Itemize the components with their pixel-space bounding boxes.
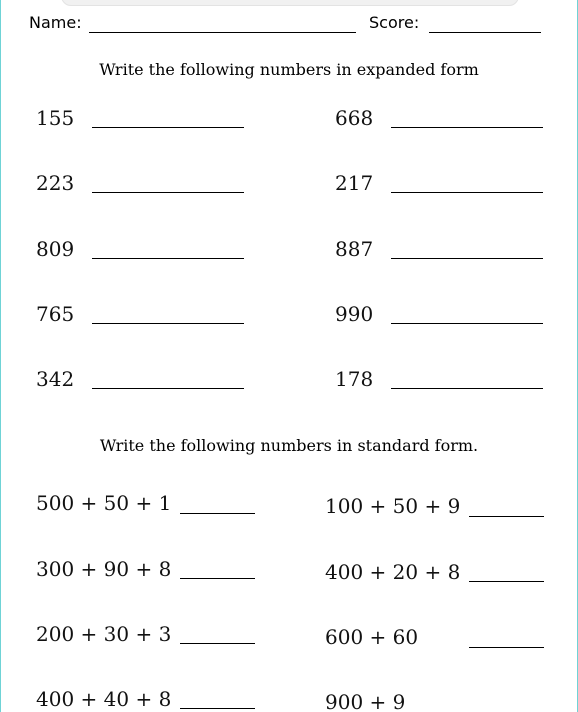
expanded-item-number: 342: [36, 367, 75, 391]
name-label: Name:: [29, 13, 82, 32]
standard-answer-blank[interactable]: [469, 516, 544, 517]
expanded-answer-blank[interactable]: [391, 388, 543, 389]
expanded-answer-blank[interactable]: [92, 192, 244, 193]
standard-answer-blank[interactable]: [469, 647, 544, 648]
expanded-item-number: 668: [335, 106, 374, 130]
expanded-item-number: 223: [36, 171, 75, 195]
score-label: Score:: [369, 13, 420, 32]
standard-answer-blank[interactable]: [180, 578, 255, 579]
expanded-item-number: 887: [335, 237, 374, 261]
expanded-answer-blank[interactable]: [92, 323, 244, 324]
standard-answer-blank[interactable]: [180, 708, 255, 709]
name-field[interactable]: [89, 32, 356, 33]
expanded-item-number: 217: [335, 171, 374, 195]
standard-item-expression: 900 + 9: [325, 690, 406, 712]
expanded-answer-blank[interactable]: [92, 258, 244, 259]
expanded-answer-blank[interactable]: [92, 388, 244, 389]
score-field[interactable]: [429, 32, 541, 33]
expanded-answer-blank[interactable]: [92, 127, 244, 128]
expanded-answer-blank[interactable]: [391, 323, 543, 324]
expanded-item-number: 765: [36, 302, 75, 326]
expanded-item-number: 809: [36, 237, 75, 261]
expanded-item-number: 155: [36, 106, 75, 130]
expanded-answer-blank[interactable]: [391, 192, 543, 193]
standard-item-expression: 400 + 20 + 8: [325, 560, 461, 584]
expanded-answer-blank[interactable]: [391, 127, 543, 128]
standard-item-expression: 200 + 30 + 3: [36, 622, 172, 646]
standard-item-expression: 600 + 60: [325, 625, 419, 649]
expanded-item-number: 990: [335, 302, 374, 326]
standard-answer-blank[interactable]: [469, 581, 544, 582]
standard-answer-blank[interactable]: [180, 643, 255, 644]
standard-item-expression: 400 + 40 + 8: [36, 687, 172, 711]
top-tab-decoration: [61, 0, 519, 6]
expanded-answer-blank[interactable]: [391, 258, 543, 259]
standard-item-expression: 300 + 90 + 8: [36, 557, 172, 581]
instruction-standard-form: Write the following numbers in standard form.: [99, 436, 479, 455]
expanded-item-number: 178: [335, 367, 374, 391]
standard-item-expression: 100 + 50 + 9: [325, 494, 461, 518]
standard-answer-blank[interactable]: [180, 513, 255, 514]
standard-item-expression: 500 + 50 + 1: [36, 491, 172, 515]
instruction-expanded-form: Write the following numbers in expanded form: [99, 60, 479, 79]
